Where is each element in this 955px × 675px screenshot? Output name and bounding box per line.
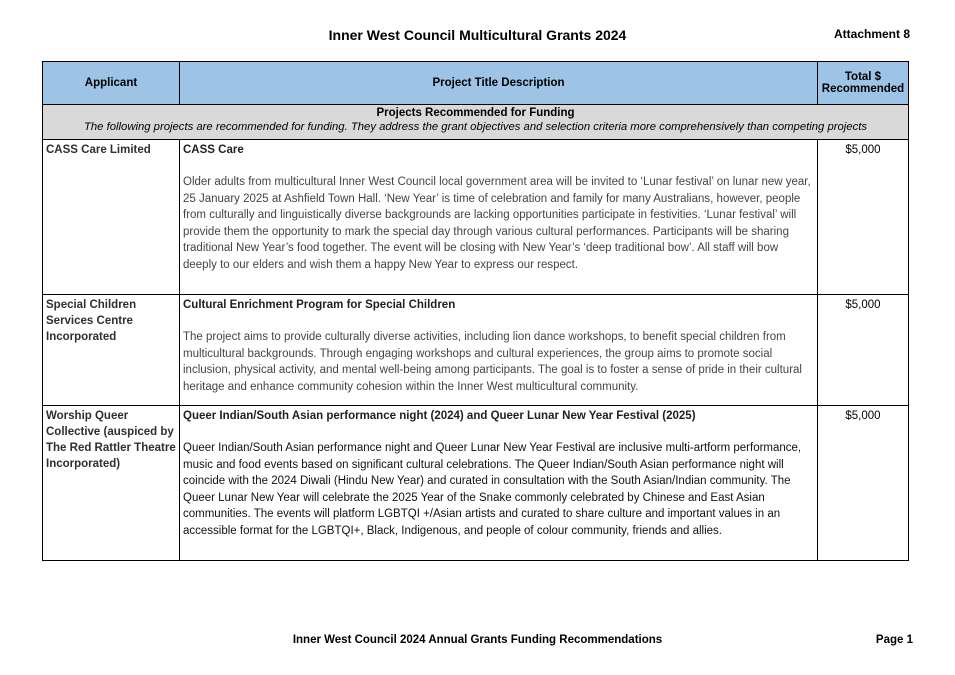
- description-cell: [180, 295, 818, 406]
- applicant-cell: Special Children Services Centre Incorporated: [43, 295, 180, 406]
- description-cell: [180, 140, 818, 295]
- attachment-label: Attachment 8: [833, 27, 910, 41]
- project-title: Cultural Enrichment Program for Special Children: [183, 299, 456, 311]
- project-title: CASS Care: [183, 144, 244, 156]
- table-row: [43, 406, 909, 561]
- project-description: Older adults from multicultural Inner West Council local government area will be invited to ‘Lunar festival’ on lunar new year, 25 January 2025 at Ashfield Town Hall. ‘New Year’ is time of celebration and family for many Australians, however, people from culturally and linguistically diverse backgrounds are lacking opportunities participate in festivities. ‘Lunar festival’ will provide them the opportunity to mark the special day through various cultural performances. Participants will be sharing traditional New Year’s food together. The event will be closing with New Year’s ‘deep traditional bow’. All staff will bow deeply to our elders and wish them a happy New Year to express our respect.: [183, 176, 811, 271]
- applicant-cell: CASS Care Limited: [43, 140, 180, 295]
- column-header-amount: [817, 62, 908, 105]
- footer-text: Inner West Council 2024 Annual Grants Funding Recommendations: [292, 634, 663, 646]
- section-header-cell: [43, 105, 909, 140]
- amount-cell: $5,000: [817, 140, 908, 295]
- table-header-row: [43, 62, 909, 105]
- grants-table: [42, 61, 909, 561]
- column-header-applicant: Applicant: [43, 62, 180, 105]
- description-cell: [180, 406, 818, 561]
- section-header-row: [43, 105, 909, 140]
- page-number: Page 1: [875, 634, 913, 646]
- section-title: Projects Recommended for Funding: [376, 107, 575, 119]
- amount-cell: $5,000: [817, 295, 908, 406]
- project-description: The project aims to provide culturally diverse activities, including lion dance workshops, to benefit special children from multicultural backgrounds. Through engaging workshops and cultural experiences, the group aims to promote social inclusion, physical activity, and mental well-being among participants. The goal is to foster a sense of pride in their cultural heritage and enhance community cohesion within the Inner West multicultural community.: [183, 331, 802, 393]
- amount-header-line1: Total $: [844, 71, 882, 83]
- project-title: Queer Indian/South Asian performance night (2024) and Queer Lunar New Year Festival (2025): [183, 410, 696, 422]
- table-row: [43, 295, 909, 406]
- table-row: [43, 140, 909, 295]
- project-description: Queer Indian/South Asian performance night and Queer Lunar New Year Festival are inclusive multi-artform performance, music and food events based on significant cultural celebrations. The Queer Indian/South Asian performance night will coincide with the 2024 Diwali (Hindu New Year) and curated in consultation with the South Asian/Indian community. The Queer Lunar New Year will celebrate the 2025 Year of the Snake commonly celebrated by Chinese and East Asian communities. The events will platform LGBTQI +/Asian artists and curated to share culture and important values in an accessible format for the LGBTQI+, Black, Indigenous, and people of colour community, friends and allies.: [183, 442, 802, 537]
- amount-cell: $5,000: [817, 406, 908, 561]
- applicant-cell: Worship Queer Collective (auspiced by The Red Rattler Theatre Incorporated): [43, 406, 180, 561]
- column-header-description: Project Title Description: [180, 62, 818, 105]
- document-title: Inner West Council Multicultural Grants 2024: [328, 27, 627, 43]
- section-note: The following projects are recommended for funding. They address the grant objectives and selection criteria more comprehensively than competing projects: [83, 121, 868, 133]
- amount-header-line2: Recommended: [821, 83, 905, 95]
